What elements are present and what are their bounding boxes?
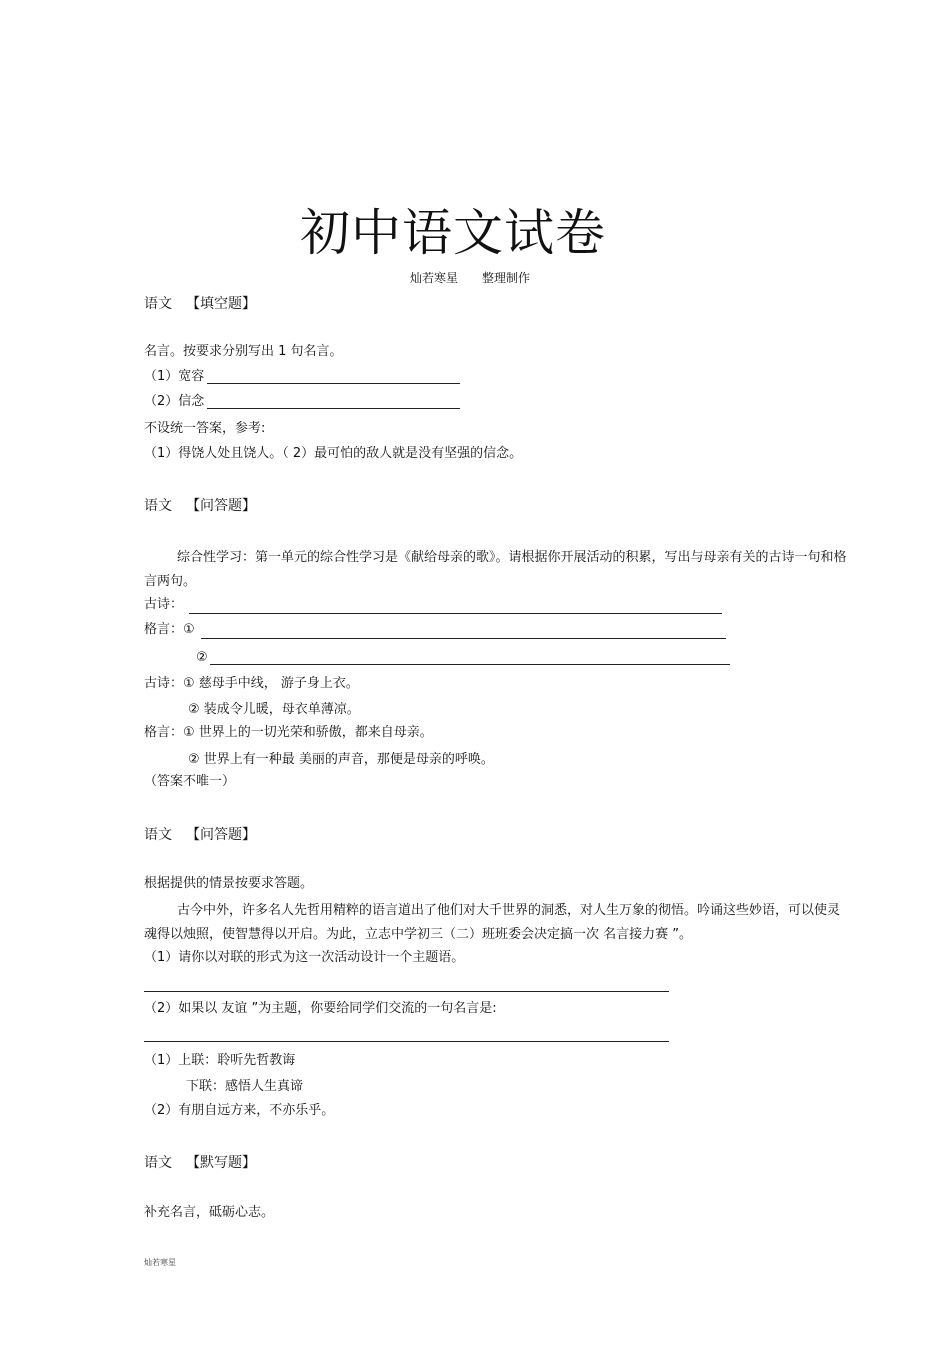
section2-header: 语文 [144,498,172,514]
subtitle-author: 灿若寒星 [410,271,459,285]
section2-question: 综合性学习：第一单元的综合性学习是《献给母亲的歌》。请根据你开展活动的积累，写出与母亲有关的古诗一句和格言两句。 [144,550,847,589]
section3-question1: （1）请你以对联的形式为这一次活动设计一个主题语。 [144,950,465,965]
section1-type: 【填空题】 [186,296,256,312]
section1-question: 名言。按要求分别写出 1 句名言。 [144,344,343,359]
section1-item2: （2）信念 [144,394,205,409]
page-title: 初中语文试卷 [300,204,606,262]
section4-header: 语文 [144,1155,172,1171]
section3-passage: 古今中外，许多名人先哲用精粹的语言道出了他们对大千世界的洞悉，对人生万象的彻悟。吟诵这些妙语，可以使灵魂得以烛照，使智慧得以开启。为此，立志中学初三（二）班班委会决定搞一次 名言接力赛 ”。 [144,903,841,942]
section3-question2: （2）如果以 友谊 ”为主题，你要给同学们交流的一句名言是: [144,1001,497,1016]
section2-answer-poem2: ② 装成令儿暖，母衣单薄凉。 [188,702,360,717]
answer-line [210,664,730,665]
page-footer: 灿若寒星 [144,1258,176,1267]
section1-answer: （1）得饶人处且饶人。（ 2）最可怕的敌人就是没有坚强的信念。 [144,446,523,461]
section1-answer-intro: 不设统一答案，参考: [144,421,266,436]
section3-type: 【问答题】 [186,827,256,843]
section2-type: 【问答题】 [186,498,256,514]
section4-type: 【默写题】 [186,1155,256,1171]
answer-line [144,991,669,992]
section1-item1: （1）宽容 [144,369,205,384]
answer-line [144,1041,669,1042]
section3-answer2: （2）有朋自远方来，不亦乐乎。 [144,1103,335,1118]
section2-motto2-label: ② [196,650,208,665]
section4-intro: 补充名言，砥砺心志。 [144,1205,275,1220]
section3-intro: 根据提供的情景按要求答题。 [144,876,314,891]
subtitle-role: 整理制作 [482,271,531,285]
section1-header: 语文 [144,296,172,312]
section2-poem-label: 古诗： [144,597,184,612]
answer-line [207,383,460,384]
section3-answer1b: 下联：感悟人生真谛 [186,1079,304,1094]
section2-answer-poem1: 古诗：① 慈母手中线， 游子身上衣。 [144,676,359,691]
section2-answer-motto1: 格言：① 世界上的一切光荣和骄傲，都来自母亲。 [144,725,433,740]
section2-motto-label: 格言：① [144,622,195,637]
section3-answer1: （1）上联：聆听先哲教诲 [144,1053,296,1068]
section2-note: （答案不唯一） [144,774,236,789]
answer-line [201,638,726,639]
answer-line [207,408,460,409]
section3-header: 语文 [144,827,172,843]
section2-answer-motto2: ② 世界上有一种最 美丽的声音，那便是母亲的呼唤。 [188,752,494,767]
answer-line [189,613,722,614]
